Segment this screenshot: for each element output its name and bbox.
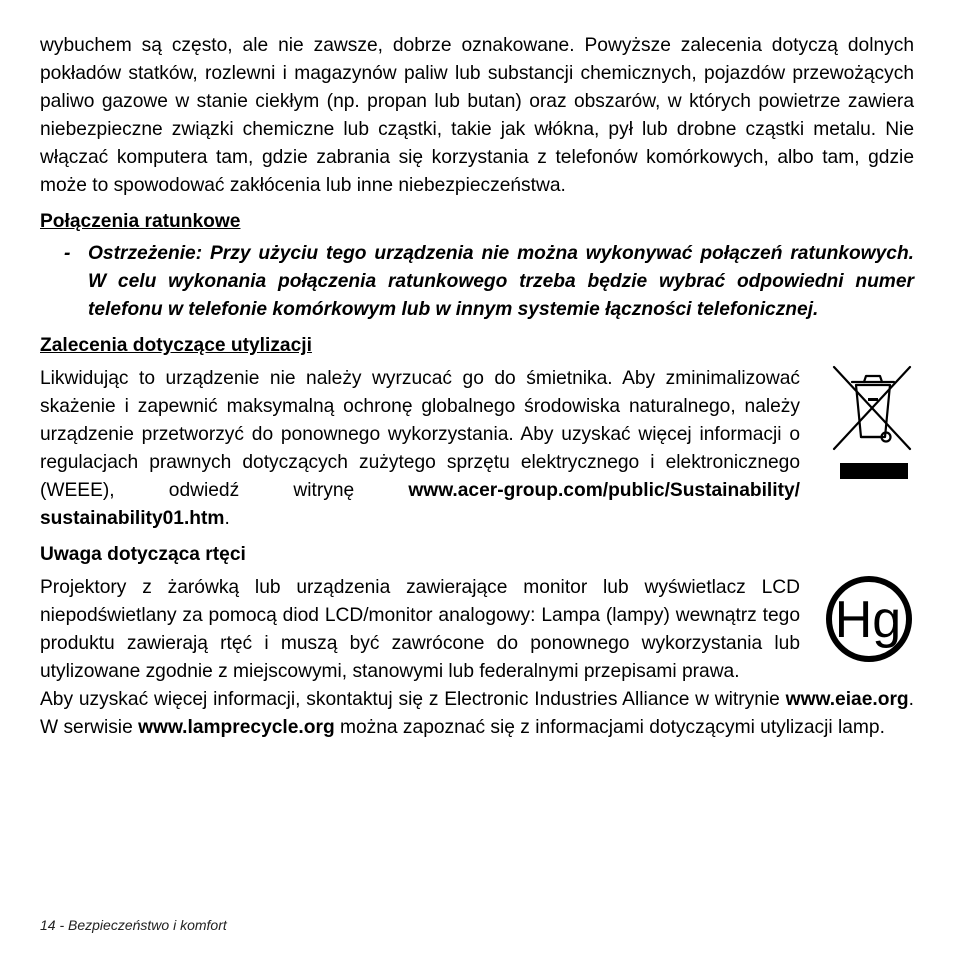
weee-crossed-bin-icon (832, 365, 914, 481)
emergency-section (40, 208, 914, 324)
disposal-heading: Zalecenia dotyczące utylizacji (40, 335, 312, 356)
disposal-period: . (224, 508, 230, 529)
mercury-info-middle: . W serwisie (40, 689, 914, 738)
emergency-warning (40, 240, 914, 324)
disposal-row (40, 365, 914, 533)
disposal-text: Likwidując to urządzenie nie należy wyrzucać go do śmietnika. Aby zminimalizować skażenie i zapewnić maksymalną ochronę globalnego środowiska naturalnego, należy urządzenie przetworzyć do ponownego wykorzystania. Aby uzyskać więcej informacji o regulacjach prawnych dotyczących zużytego sprzętu elektrycznego i elektronicznego (WEEE), odwiedź witrynę (40, 368, 800, 501)
hg-symbol: Hg (834, 591, 902, 649)
mercury-info-end: można zapoznać się z informacjami dotyczącymi utylizacji lamp. (340, 717, 885, 738)
bullet-dash: - (64, 243, 71, 264)
mercury-info-paragraph (40, 686, 914, 742)
mercury-section (40, 541, 914, 742)
eiae-link[interactable]: www.eiae.org (785, 689, 909, 710)
mercury-row (40, 574, 914, 686)
lamprecycle-link[interactable]: www.lamprecycle.org (138, 717, 335, 738)
mercury-heading: Uwaga dotycząca rtęci (40, 544, 246, 565)
mercury-paragraph: Projektory z żarówką lub urządzenia zawierające monitor lub wyświetlacz LCD niepodświetlany za pomocą diod LCD/monitor analogowy: Lampa (lampy) wewnątrz tego produktu zawierają rtęć i muszą być zawrócone do ponownego wykorzystania lub utylizowane zgodnie z miejscowymi, stanowymi lub federalnymi przepisami prawa. (40, 577, 800, 682)
emergency-heading: Połączenia ratunkowe (40, 211, 241, 232)
page-footer: 14 - Bezpieczeństwo i komfort (40, 917, 227, 933)
disposal-section (40, 332, 914, 533)
document-page (40, 32, 914, 742)
disposal-paragraph (40, 365, 800, 533)
disposal-link[interactable]: www.acer-group.com/public/Sustainability/ sustainability01.htm (40, 480, 800, 529)
mercury-info-text: Aby uzyskać więcej informacji, skontaktuj się z Electronic Industries Alliance w witrynie (40, 689, 780, 710)
emergency-warning-text: Ostrzeżenie: Przy użyciu tego urządzenia nie można wykonywać połączeń ratunkowych. W celu wykonania połączenia ratunkowego trzeba będzie wybrać odpowiedni numer telefonu w telefonie komórkowym lub w innym systemie łączności telefonicznej. (88, 243, 914, 320)
intro-paragraph: wybuchem są często, ale nie zawsze, dobrze oznakowane. Powyższe zalecenia dotyczą dolnych pokładów statków, rozlewni i magazynów paliw lub substancji chemicznych, pojazdów przewożących paliwo gazowe w stanie ciekłym (np. propan lub butan) oraz obszarów, w których powietrze zawiera niebezpieczne związki chemiczne lub cząstki, takie jak włókna, pył lub drobne cząstki metalu. Nie włączać komputera tam, gdzie zabrania się korzystania z telefonów komórkowych, albo tam, gdzie może to spowodować zakłócenia lub inne niebezpieczeństwa. (40, 35, 914, 196)
hg-mercury-icon (824, 574, 914, 664)
